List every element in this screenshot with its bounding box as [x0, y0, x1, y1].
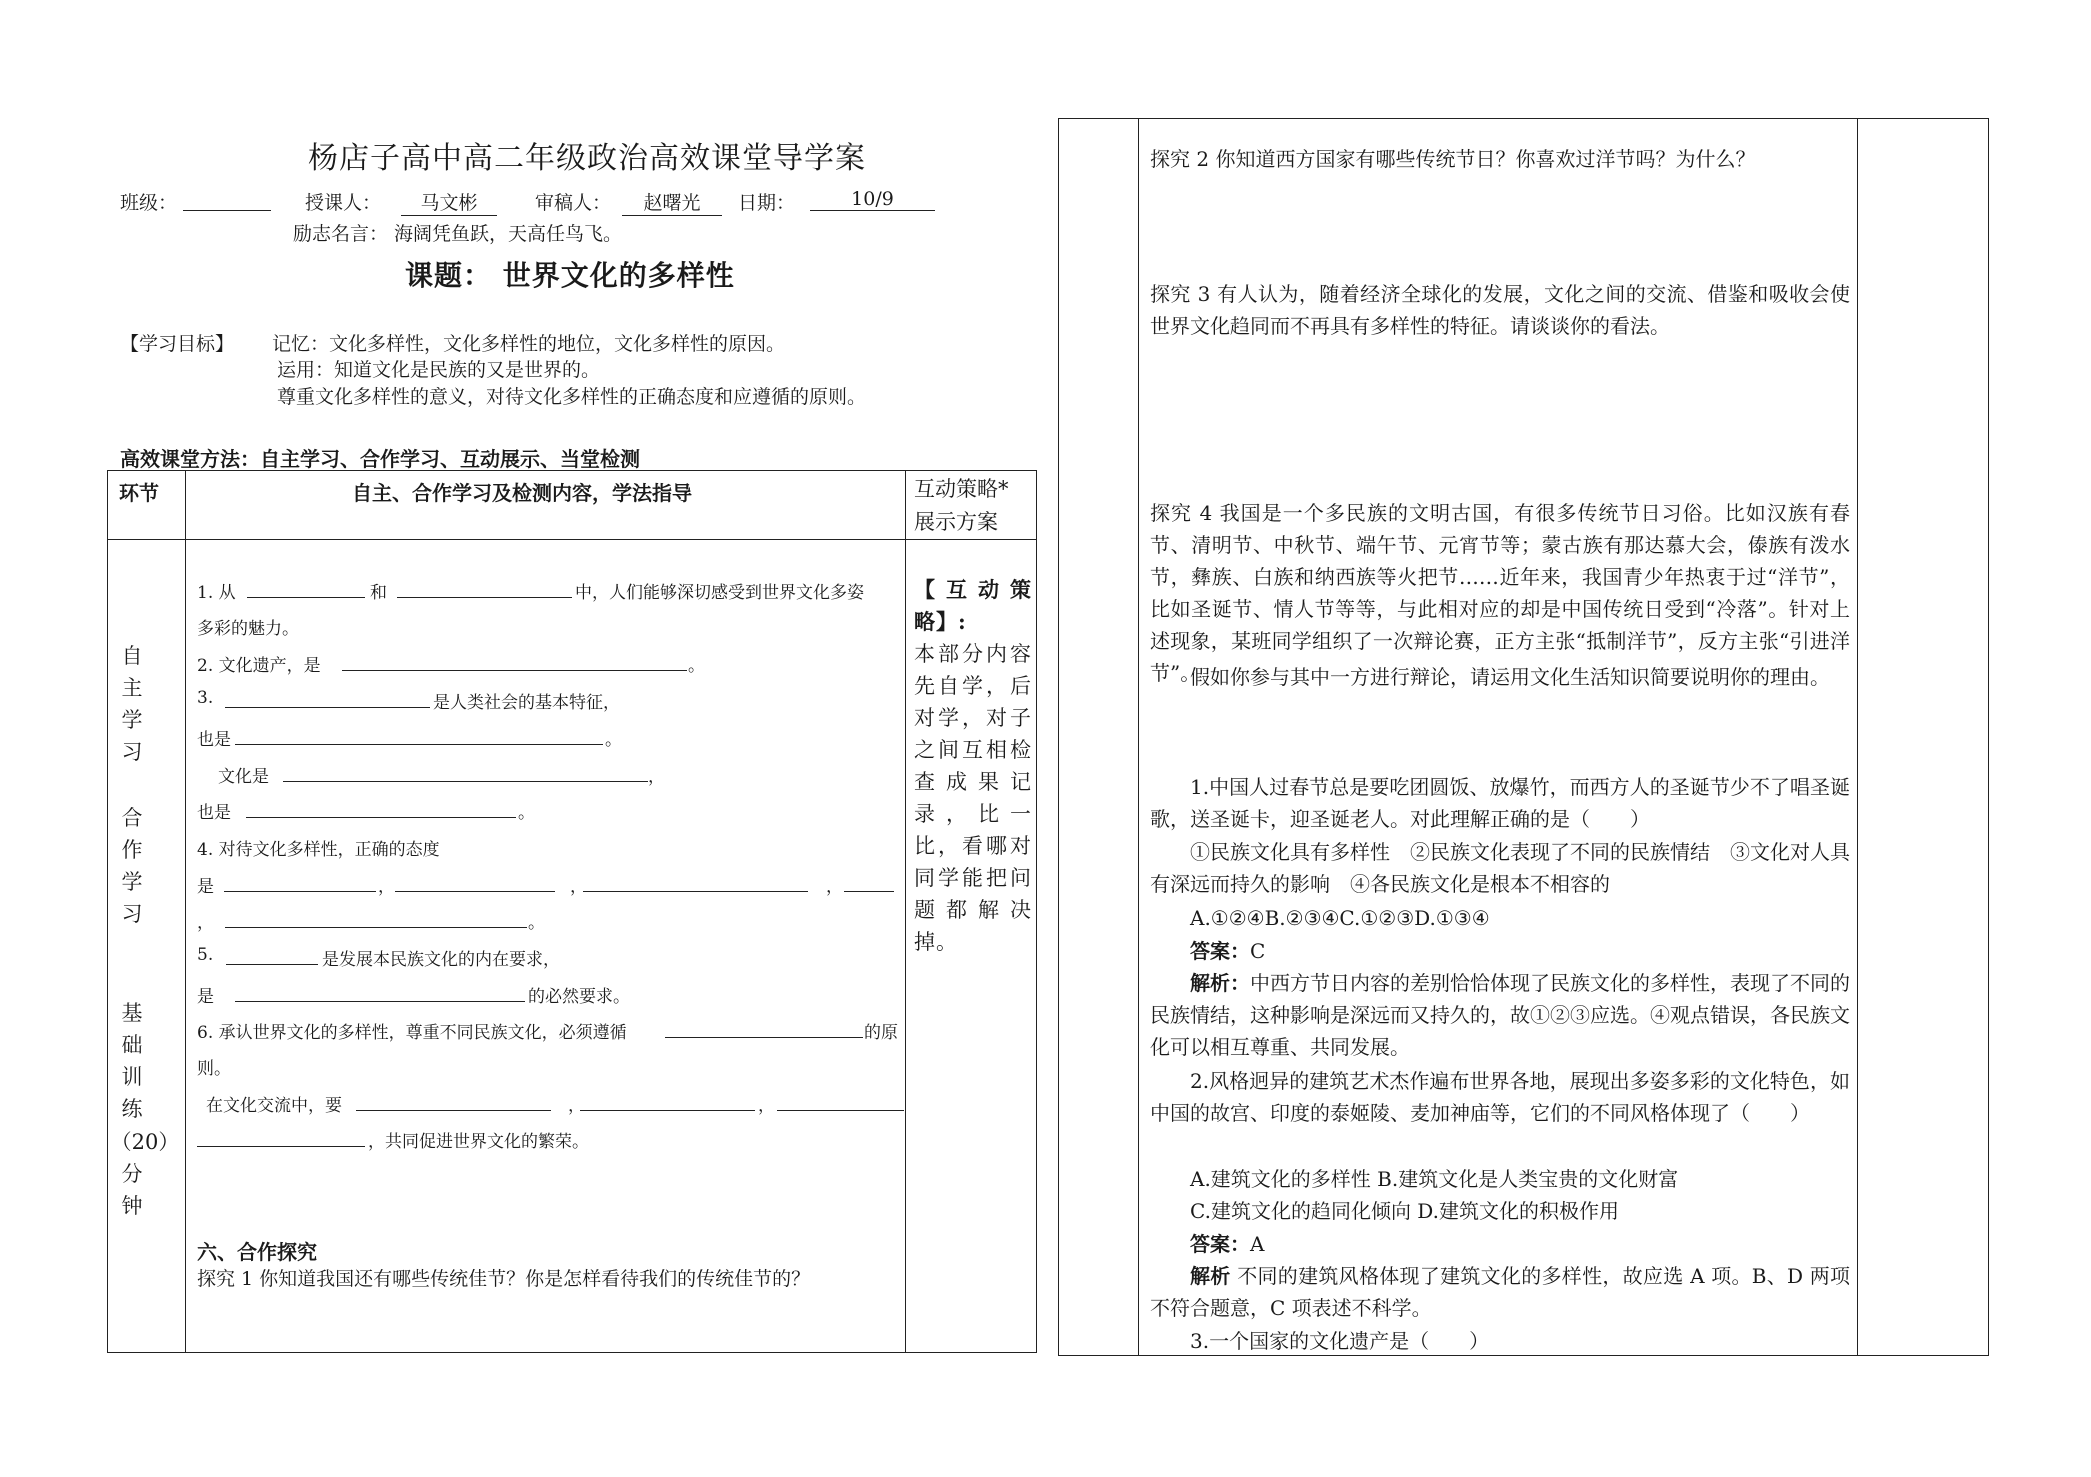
left-col-divider-2 [905, 470, 906, 1353]
answer-label: 答案： [1190, 1232, 1250, 1256]
q3-period: 。 [605, 730, 622, 750]
q6-suffix: 的原 [864, 1023, 898, 1043]
q3-text: 是人类社会的基本特征， [433, 693, 620, 713]
q3-also2: 也是 [197, 803, 231, 823]
blank[interactable] [235, 1001, 525, 1002]
blank[interactable] [225, 707, 430, 708]
blank[interactable] [246, 817, 516, 818]
section-char: 基 [121, 1001, 143, 1025]
blank[interactable] [197, 1146, 365, 1147]
motto-text: 海阔凭鱼跃，天高任鸟飞。 [394, 223, 623, 245]
blank[interactable] [844, 891, 894, 892]
section-char: 训 [121, 1065, 143, 1089]
blank[interactable] [356, 1110, 551, 1111]
q6-sep: ， [758, 1096, 775, 1116]
q4-sep: ， [378, 877, 395, 897]
reviewer-label: 审稿人： [535, 192, 612, 214]
q6-exchange: 在文化交流中，要 [206, 1096, 342, 1116]
q1-prefix: 1. 从 [197, 583, 236, 603]
goal-line-1: 记忆：文化多样性，文化多样性的地位，文化多样性的原因。 [272, 333, 786, 355]
right-col-divider-2 [1857, 118, 1858, 1356]
class-blank [183, 188, 271, 211]
right-col-divider-1 [1138, 118, 1139, 1356]
q3-comma: ， [648, 767, 665, 787]
date-label: 日期： [738, 192, 796, 214]
blank[interactable] [235, 744, 603, 745]
col-header-strategy-1: 互动策略* [914, 477, 1009, 501]
motto-label: 励志名言： [293, 223, 389, 245]
q6-prefix: 6. 承认世界文化的多样性，尊重不同民族文化，必须遵循 [197, 1023, 627, 1043]
section-char: 作 [121, 838, 143, 862]
lesson-topic: 课题： 世界文化的多样性 [405, 259, 735, 292]
q1-end: 多彩的魅力。 [197, 619, 299, 639]
section-char: 练 [121, 1097, 143, 1121]
q4-sep: ， [197, 913, 214, 933]
question-3: 3.一个国家的文化遗产是（ ） [1190, 1329, 1490, 1353]
blank[interactable] [583, 891, 808, 892]
q4-prefix: 4. 对待文化多样性，正确的态度 [197, 840, 440, 860]
reviewer-name-text: 赵曙光 [643, 192, 701, 214]
explanation-text: 不同的建筑风格体现了建筑文化的多样性，故应选 A 项。B、D 两项不符合题意，C 项表述不科学。 [1150, 1264, 1851, 1320]
question-2: 2.风格迥异的建筑艺术杰作遍布世界各地，展现出多姿多彩的文化特色，如中国的故宫、印度的泰姬陵、麦加神庙等，它们的不同风格体现了（ ） [1150, 1069, 1850, 1125]
q2-end: 。 [688, 656, 705, 676]
blank[interactable] [397, 597, 572, 598]
class-label: 班级： [120, 192, 178, 214]
question-1-options: ①民族文化具有多样性 ②民族文化表现了不同的民族情结 ③文化对人具有深远而持久的影响 ④各民族文化是根本不相容的 [1150, 840, 1850, 896]
blank[interactable] [283, 781, 648, 782]
answer-value: C [1250, 939, 1266, 963]
section-char: 习 [121, 740, 143, 764]
explore-3: 探究 3 有人认为，随着经济全球化的发展，文化之间的交流、借鉴和吸收会使世界文化趋同而不再具有多样性的特征。请谈谈你的看法。 [1150, 282, 1850, 338]
strategy-body: 本部分内容先自学，后对学，对子之间互相检查成果记录，比一比，看哪对同学能把问题都解决掉。 [914, 642, 1032, 954]
q6-end: ，共同促进世界文化的繁荣。 [368, 1132, 589, 1152]
section-char: 主 [121, 676, 143, 700]
q6-rule: 则。 [197, 1059, 231, 1079]
q1-and: 和 [370, 583, 387, 603]
question-1: 1.中国人过春节总是要吃团圆饭、放爆竹，而西方人的圣诞节少不了唱圣诞歌，送圣诞卡，迎圣诞老人。对此理解正确的是（ ） [1150, 775, 1850, 831]
q2-prefix: 2. 文化遗产，是 [197, 656, 321, 676]
blank[interactable] [247, 597, 365, 598]
q5-end: 的必然要求。 [528, 987, 630, 1007]
q4-is: 是 [197, 877, 214, 897]
q3-period2: 。 [518, 803, 535, 823]
q4-sep: ， [826, 877, 843, 897]
question-1-choices: A.①②④B.②③④C.①②③D.①③④ [1190, 906, 1490, 930]
reviewer-name [622, 188, 722, 216]
method-line: 高效课堂方法：自主学习、合作学习、互动展示、当堂检测 [120, 447, 640, 471]
blank[interactable] [580, 1110, 755, 1111]
goal-line-2: 运用：知道文化是民族的又是世界的。 [277, 359, 601, 381]
date-value-text: 10/9 [851, 188, 894, 210]
left-table [107, 470, 1037, 1353]
section-char: 础 [121, 1033, 143, 1057]
answer-value: A [1250, 1232, 1265, 1256]
goal-line-3: 尊重文化多样性的意义，对待文化多样性的正确态度和应遵循的原则。 [277, 386, 867, 408]
teacher-name-text: 马文彬 [420, 192, 478, 214]
section-char: （20） [110, 1130, 180, 1154]
blank[interactable] [342, 670, 687, 671]
section-char: 学 [121, 870, 143, 894]
blank[interactable] [224, 891, 376, 892]
coop-heading: 六、合作探究 [197, 1240, 317, 1264]
teacher-label: 授课人： [305, 192, 382, 214]
q3-culture: 文化是 [218, 767, 269, 787]
explore-4: 探究 4 我国是一个多民族的文明古国，有很多传统节日习俗。比如汉族有春节、清明节、中秋节、端午节、元宵节等；蒙古族有那达慕大会，傣族有泼水节，彝族、白族和纳西族等火把节……近年来，我国青少年热衷于过“洋节”，比如圣诞节、情人节等等，与此相对应的却是中国传统日受到“冷落”。针对上述现象，某班同学组织了一次辩论赛，正方主张“抵制洋节”，反方主张“引进洋节”。 [1150, 501, 1850, 685]
q6-sep: ， [568, 1096, 585, 1116]
section-char: 钟 [121, 1194, 143, 1218]
q5-is: 是 [197, 987, 214, 1007]
question-1-answer [1190, 935, 1850, 967]
goals-label: 【学习目标】 [120, 333, 235, 355]
col-header-content: 自主、合作学习及检测内容，学法指导 [352, 481, 692, 505]
explanation-text: 中西方节日内容的差别恰恰体现了民族文化的多样性，表现了不同的民族情结，这种影响是深远而又持久的，故①②③应选。④观点错误，各民族文化可以相互尊重、共同发展。 [1150, 971, 1850, 1059]
question-1-explanation [1150, 967, 1850, 1063]
question-2-option-cd: C.建筑文化的趋同化倾向 D.建筑文化的积极作用 [1190, 1199, 1619, 1223]
q5-text: 是发展本民族文化的内在要求， [322, 950, 560, 970]
question-2-option-ab: A.建筑文化的多样性 B.建筑文化是人类宝贵的文化财富 [1190, 1167, 1679, 1191]
section-char: 合 [121, 806, 143, 830]
q4-sep: ， [570, 877, 587, 897]
blank[interactable] [777, 1110, 904, 1111]
q1-mid: 中，人们能够深切感受到世界文化多姿 [575, 583, 864, 603]
explore-4-task: 假如你参与其中一方进行辩论，请运用文化生活知识简要说明你的理由。 [1190, 665, 1830, 689]
section-char: 习 [121, 902, 143, 926]
q3-also: 也是 [197, 730, 231, 750]
q5-num: 5. [197, 945, 214, 965]
strategy-head: 【 互 动 策 略】: [914, 577, 1032, 634]
left-col-divider-1 [185, 470, 186, 1353]
blank[interactable] [395, 891, 555, 892]
q3-num: 3. [197, 688, 214, 708]
page-title: 杨店子高中高二年级政治高效课堂导学案 [308, 141, 866, 176]
col-header-strategy-2: 展示方案 [914, 510, 998, 534]
blank[interactable] [665, 1037, 863, 1038]
explore-2: 探究 2 你知道西方国家有哪些传统节日？你喜欢过洋节吗？为什么？ [1150, 147, 1756, 171]
section-char: 分 [121, 1162, 143, 1186]
question-2-answer [1190, 1228, 1850, 1260]
q4-end: 。 [528, 913, 545, 933]
answer-label: 答案： [1190, 939, 1250, 963]
date-value [810, 188, 935, 211]
left-header-divider [107, 539, 1037, 540]
explanation-label: 解析： [1190, 971, 1250, 995]
section-char: 学 [121, 708, 143, 732]
blank[interactable] [226, 964, 318, 965]
explore-1: 探究 1 你知道我国还有哪些传统佳节？你是怎样看待我们的传统佳节的？ [197, 1268, 811, 1290]
blank[interactable] [225, 927, 527, 928]
section-char: 自 [121, 644, 143, 668]
col-header-stage: 环节 [119, 481, 159, 505]
teacher-name [401, 188, 497, 216]
question-2-explanation [1150, 1260, 1850, 1324]
explanation-label: 解析 [1190, 1264, 1231, 1288]
